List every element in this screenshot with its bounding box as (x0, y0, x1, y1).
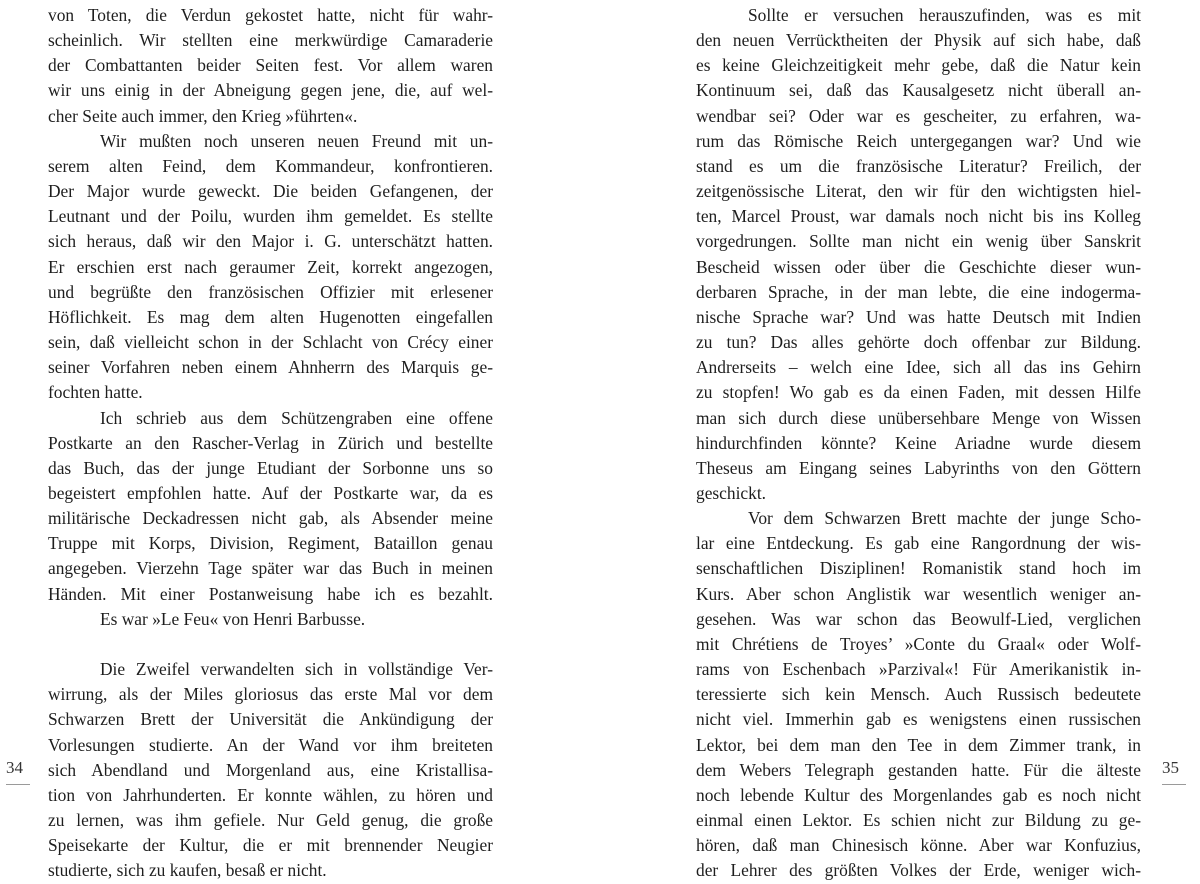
section-break (48, 632, 493, 657)
text-line: der Lehrer des größten Volkes der Erde, weniger wich- (696, 860, 1141, 881)
text-line: Er erschien erst nach geraumer Zeit, korrekt angezogen, (48, 256, 493, 277)
text-line: den neuen Verrücktheiten der Physik auf sich habe, daß (696, 30, 1141, 51)
text-line: der Combattanten beider Seiten fest. Vor allem waren (48, 55, 493, 76)
text-line: seiner Vorfahren neben einem Ahnherrn des Marquis ge- (48, 357, 493, 378)
text-line: zeitgenössische Literat, den wir für den wichtigsten hiel- (696, 181, 1141, 202)
text-line: vorgedrungen. Sollte man nicht ein wenig über Sanskrit (696, 231, 1141, 252)
text-line: Andrerseits – welch eine Idee, sich all das ins Gehirn (696, 357, 1141, 378)
text-line: Kurs. Aber schon Anglistik war wesentlich weniger an- (696, 583, 1141, 604)
text-line: Leutnant und der Poilu, wurden ihm gemeldet. Es stellte (48, 206, 493, 227)
text-line: Truppe mit Korps, Division, Regiment, Bataillon genau (48, 533, 493, 554)
text-line: tion von Jahrhunderten. Er konnte wählen, zu hören und (48, 784, 493, 805)
text-line: Theseus am Eingang seines Labyrinths von den Göttern (696, 457, 1141, 478)
text-line: noch lebende Kultur des Morgenlandes gab es noch nicht (696, 784, 1141, 805)
right-page-number: 35 (1162, 758, 1179, 777)
text-line: Der Major wurde geweckt. Die beiden Gefangenen, der (48, 181, 493, 202)
text-line: senschaftlichen Disziplinen! Romanistik stand hoch im (696, 558, 1141, 579)
right-page-number-rule (1162, 784, 1186, 785)
text-line: gesehen. Was war schon das Beowulf-Lied, verglichen (696, 608, 1141, 629)
text-line: Die Zweifel verwandelten sich in vollständige Ver- (100, 659, 493, 680)
text-line: dem Webers Telegraph gestanden hatte. Für die älteste (696, 759, 1141, 780)
text-line: Sollte er versuchen herauszufinden, was es mit (748, 5, 1141, 25)
text-line: geschickt. (696, 482, 767, 503)
text-line: serem alten Feind, dem Kommandeur, konfrontieren. (48, 155, 493, 176)
text-line: Händen. Mit einer Postanweisung habe ich es bezahlt. (48, 583, 493, 604)
text-line: lar eine Entdeckung. Es gab eine Rangordnung der wis- (696, 533, 1141, 554)
text-line: mit Chrétiens de Troyes’ »Conte du Graal« oder Wolf- (696, 633, 1141, 654)
text-line: Kontinuum sei, daß das Kausalgesetz nicht überall an- (696, 80, 1141, 101)
left-page-number: 34 (6, 758, 23, 777)
text-line: sein, daß vielleicht schon in der Schlacht von Crécy einer (48, 332, 493, 353)
text-line: sich Abendland und Morgenland aus, eine Kristallisa- (48, 759, 493, 780)
text-line: nische Sprache war? Und was hatte Deutsch mit Indien (696, 306, 1141, 327)
text-line: es keine Gleichzeitigkeit mehr gebe, daß die Natur kein (696, 55, 1141, 76)
text-line: einmal einen Lektor. Es schien nicht zur Bildung zu ge- (696, 810, 1141, 830)
text-line: wirrung, als der Miles gloriosus das erste Mal vor dem (48, 684, 493, 705)
text-line: fochten hatte. (48, 382, 143, 403)
text-line: Speisekarte der Kultur, die er mit brennender Neugier (48, 835, 493, 856)
text-line: zu stopfen! Wo gab es da einen Faden, mit dessen Hilfe (696, 382, 1141, 403)
text-line: Postkarte an den Rascher-Verlag in Zürich und bestellte (48, 432, 493, 453)
text-line: von Toten, die Verdun gekostet hatte, nicht für wahr- (48, 5, 493, 25)
text-line: Vorlesungen studierte. An der Wand vor ihm breiteten (48, 734, 493, 755)
text-line: Wir mußten noch unseren neuen Freund mit un- (100, 130, 493, 151)
text-line: wir uns einig in der Abneigung gegen jene, die, auf wel- (48, 80, 493, 101)
text-line: Bescheid wissen oder über die Geschichte dieser wun- (696, 256, 1141, 277)
text-line: man sich durch diese unübersehbare Menge von Wissen (696, 407, 1141, 428)
text-line: sich heraus, daß wir den Major i. G. unterschätzt hatten. (48, 231, 493, 252)
text-line: nicht viel. Immerhin gab es wenigstens einen russischen (696, 709, 1141, 730)
text-line: Lektor, bei dem man den Tee in dem Zimmer trank, in (696, 734, 1141, 755)
text-line: hindurchfinden könnte? Keine Ariadne wurde diesem (696, 432, 1141, 453)
left-page-text (48, 3, 493, 883)
text-line: begeistert empfohlen hatte. Auf der Postkarte war, da es (48, 482, 493, 503)
text-line: Schwarzen Brett der Universität die Ankündigung der (48, 709, 493, 730)
text-line: rams von Eschenbach »Parzival«! Für Amerikanistik in- (696, 659, 1141, 680)
text-line: stand es um die französische Literatur? Freilich, der (696, 155, 1141, 176)
text-line: Ich schrieb aus dem Schützengraben eine offene (100, 407, 493, 428)
text-line: zu lernen, was ihm gefiele. Nur Geld genug, die große (48, 809, 493, 830)
text-line: derbaren Sprache, in der man lebte, die eine indogerma- (696, 281, 1141, 302)
text-line: rum das Römische Reich untergegangen war? Und wie (696, 130, 1141, 151)
text-line: ten, Marcel Proust, war damals noch nicht bis ins Kolleg (696, 206, 1141, 227)
right-page-text (696, 3, 1141, 883)
text-line: scheinlich. Wir stellten eine merkwürdige Camaraderie (48, 30, 493, 51)
text-line: cher Seite auch immer, den Krieg »führten«. (48, 105, 358, 126)
text-line: und begrüßte den französischen Offizier mit erlesener (48, 281, 493, 302)
text-line: militärische Deckadressen nicht gab, als Absender meine (48, 508, 493, 529)
text-line: Es war »Le Feu« von Henri Barbusse. (100, 608, 366, 629)
text-line: hören, daß man Chinesisch könne. Aber war Konfuzius, (696, 835, 1141, 856)
left-page-number-rule (6, 784, 30, 785)
text-line: das Buch, das der junge Etudiant der Sorbonne uns so (48, 457, 493, 478)
text-line: teressierte sich kein Mensch. Auch Russisch bedeutete (696, 684, 1141, 705)
text-line: wendbar sei? Oder war es gescheiter, zu erfahren, wa- (696, 105, 1141, 126)
text-line: Höflichkeit. Es mag dem alten Hugenotten eingefallen (48, 306, 493, 327)
text-line: zu tun? Das alles gehörte doch offenbar zur Bildung. (696, 332, 1141, 353)
text-line: Vor dem Schwarzen Brett machte der junge Scho- (748, 508, 1141, 529)
text-line: angegeben. Vierzehn Tage später war das Buch in meinen (48, 558, 493, 579)
text-line: studierte, sich zu kaufen, besaß er nicht. (48, 860, 327, 881)
